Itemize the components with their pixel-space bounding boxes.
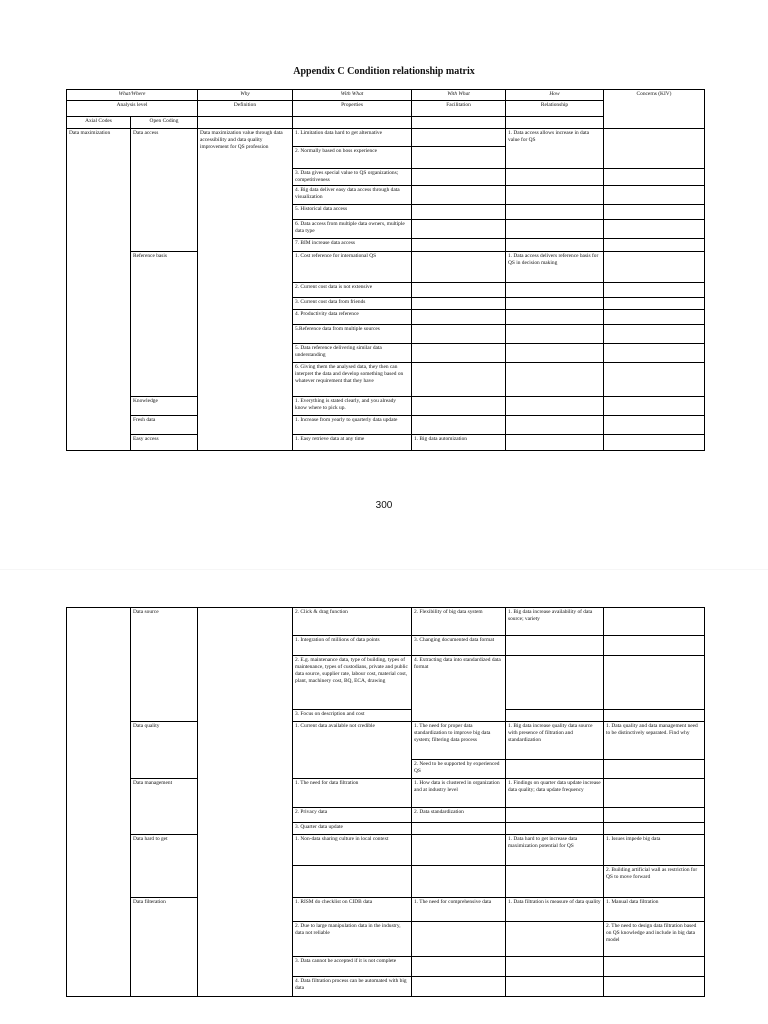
open-code-knowledge: Knowledge <box>131 397 198 416</box>
header-why: Why <box>198 90 293 101</box>
facilitation-cell <box>412 922 506 957</box>
relationship-cell <box>506 397 604 416</box>
concern-cell <box>604 760 705 779</box>
facilitation-cell: 2. Flexibility of big data system <box>412 608 506 636</box>
concern-cell <box>604 252 705 283</box>
property-cell: 6. Data access from multiple data owners, multiple data type <box>293 220 412 239</box>
property-cell: 2. Current cost data is not extensive <box>293 283 412 298</box>
property-cell: 7. BIM increase data access <box>293 239 412 252</box>
relationship-cell <box>506 977 604 997</box>
facilitation-cell: 1. How data is clustered in organization and at industry level <box>412 779 506 808</box>
relationship-cell <box>506 808 604 823</box>
relationship-cell <box>506 283 604 298</box>
header-concerns: Concerns (KIV) <box>604 90 705 129</box>
concern-cell: 1. Manual data filtration <box>604 898 705 922</box>
relationship-cell <box>506 363 604 397</box>
relationship-cell <box>506 435 604 451</box>
property-cell: 3. Data cannot be accepted if it is not complete <box>293 957 412 977</box>
facilitation-cell <box>412 298 506 310</box>
relationship-cell <box>506 310 604 325</box>
facilitation-cell <box>412 252 506 283</box>
facilitation-cell <box>412 977 506 997</box>
property-cell: 3. Data gives special value to QS organizations; competitiveness <box>293 169 412 186</box>
header-properties: Properties <box>293 101 412 117</box>
table-row <box>67 129 705 147</box>
relationship-cell <box>506 220 604 239</box>
page-number: 300 <box>375 500 393 511</box>
property-cell: 1. Easy retrieve data at any time <box>293 435 412 451</box>
concern-cell <box>604 186 705 205</box>
relationship-cell <box>506 866 604 898</box>
table-row <box>67 898 705 922</box>
facilitation-cell: 1. The need for proper data standardization to improve big data system; filtering data process <box>412 722 506 760</box>
facilitation-cell: 1. Big data automization <box>412 435 506 451</box>
concern-cell: 2. The need to design data filtration based on QS knowledge and include in big data model <box>604 922 705 957</box>
table-row <box>67 608 705 636</box>
concern-cell <box>604 363 705 397</box>
header-with-what-2: With What <box>412 90 506 101</box>
facilitation-cell <box>412 957 506 977</box>
definition-cell: Data maximization value through data accessibility and data quality improvement for QS profession <box>198 129 293 451</box>
table-row <box>67 835 705 866</box>
property-cell: 4. Big data deliver easy data access through data visualization <box>293 186 412 205</box>
concern-cell <box>604 220 705 239</box>
concern-cell <box>604 283 705 298</box>
facilitation-cell: 2. Need to be supported by experienced QS <box>412 760 506 779</box>
facilitation-cell <box>412 169 506 186</box>
header-relationship: Relationship <box>506 101 604 117</box>
concern-cell <box>604 416 705 435</box>
table-row <box>67 779 705 808</box>
relationship-cell: 1. Data access allows increase in data value for QS <box>506 129 604 169</box>
definition-continued <box>198 608 293 997</box>
concern-cell <box>604 239 705 252</box>
property-cell: 3. Focus on description and cost <box>293 710 412 722</box>
open-code-data-hard-to-get: Data hard to get <box>131 835 198 898</box>
concern-cell: 1. Data quality and data management need to be distinctively separated. Find why <box>604 722 705 760</box>
property-cell: 1. Cost reference for international QS <box>293 252 412 283</box>
concern-cell <box>604 397 705 416</box>
property-cell: 5.Reference data from multiple sources <box>293 325 412 344</box>
property-cell: 1. Current data available not credible <box>293 722 412 779</box>
property-cell: 2. Due to large manipulation data in the industry, data not reliable <box>293 922 412 957</box>
table-row <box>67 397 705 416</box>
header-facilitation: Facilitation <box>412 101 506 117</box>
header-with-what-1: With What <box>293 90 412 101</box>
property-cell: 1. Integration of millions of data points <box>293 636 412 656</box>
concern-cell <box>604 169 705 186</box>
axial-code-continued <box>67 608 131 997</box>
open-code-easy-access: Easy access <box>131 435 198 451</box>
open-code-data-filteration: Data filteration <box>131 898 198 997</box>
open-code-data-management: Data management <box>131 779 198 835</box>
concern-cell <box>604 608 705 636</box>
concern-cell <box>604 298 705 310</box>
concern-cell <box>604 779 705 808</box>
facilitation-cell <box>412 866 506 898</box>
facilitation-cell <box>412 710 506 722</box>
concern-cell <box>604 636 705 656</box>
facilitation-cell <box>412 416 506 435</box>
table-row <box>67 722 705 760</box>
relationship-cell <box>506 922 604 957</box>
header-empty-cell <box>198 117 293 129</box>
property-cell <box>293 866 412 898</box>
relationship-cell: 1. Big data increase availability of data source; variety <box>506 608 604 636</box>
facilitation-cell <box>412 129 506 147</box>
relationship-cell <box>506 823 604 835</box>
relationship-cell <box>506 298 604 310</box>
relationship-cell: 1. Big data increase quality data source with presence of filtration and standardization <box>506 722 604 760</box>
header-analysis-level: Analysis level <box>67 101 198 117</box>
open-code-data-source: Data source <box>131 608 198 722</box>
property-cell: 1. Everything is stated clearly, and you already know where to pick up. <box>293 397 412 416</box>
open-code-data-access: Data access <box>131 129 198 252</box>
concern-cell <box>604 344 705 363</box>
facilitation-cell <box>412 186 506 205</box>
concern-cell <box>604 823 705 835</box>
header-empty-cell <box>293 117 412 129</box>
property-cell: 6. Giving them the analysed data, they then can interpret the data and develop something based on whatever requirement that they have <box>293 363 412 397</box>
relationship-cell: 1. Data filtration is measure of data quality <box>506 898 604 922</box>
concern-cell <box>604 129 705 169</box>
header-empty-cell <box>506 117 604 129</box>
facilitation-cell: 3. Changing documented data format <box>412 636 506 656</box>
property-cell: 2. Privacy data <box>293 808 412 823</box>
open-code-reference-basis: Reference basis <box>131 252 198 397</box>
header-how: How <box>506 90 604 101</box>
concern-cell <box>604 957 705 977</box>
facilitation-cell: 4. Extracting data into standardized data format <box>412 656 506 710</box>
relationship-cell <box>506 239 604 252</box>
property-cell: 1. Non-data sharing culture in local context <box>293 835 412 866</box>
property-cell: 4. Data filtration process can be automated with big data <box>293 977 412 997</box>
page-title: Appendix C Condition relationship matrix <box>293 66 475 77</box>
facilitation-cell <box>412 220 506 239</box>
relationship-cell: 1. Data hard to get increase data maximization potential for QS <box>506 835 604 866</box>
facilitation-cell: 2. Data standardization <box>412 808 506 823</box>
property-cell: 5. Historical data access <box>293 205 412 220</box>
facilitation-cell <box>412 823 506 835</box>
concern-cell <box>604 205 705 220</box>
concern-cell <box>604 808 705 823</box>
property-cell: 1. RISM do checklist on CIDB data <box>293 898 412 922</box>
header-definition: Definition <box>198 101 293 117</box>
property-cell: 2. E.g. maintenance data, type of building, types of maintenance, types of custodians, private and public data source, supplier rate, labour cost, material cost, plant, machinery cost, BQ, ECA, drawing <box>293 656 412 710</box>
header-what-where: What/Where <box>67 90 198 101</box>
open-code-data-quality: Data quality <box>131 722 198 779</box>
relationship-cell <box>506 710 604 722</box>
table-row <box>67 435 705 451</box>
concern-cell <box>604 977 705 997</box>
relationship-cell <box>506 344 604 363</box>
relationship-cell <box>506 636 604 656</box>
facilitation-cell <box>412 283 506 298</box>
open-code-fresh-data: Fresh data <box>131 416 198 435</box>
facilitation-cell <box>412 363 506 397</box>
concern-cell: 1. Issues impede big data <box>604 835 705 866</box>
concern-cell <box>604 656 705 710</box>
concern-cell <box>604 310 705 325</box>
facilitation-cell: 1. The need for comprehensive data <box>412 898 506 922</box>
header-empty-cell <box>412 117 506 129</box>
header-axial-codes: Axial Codes <box>67 117 131 129</box>
property-cell: 2. Normally based on boss experience <box>293 147 412 169</box>
property-cell: 3. Quarter data update <box>293 823 412 835</box>
concern-cell <box>604 435 705 451</box>
property-cell: 1. Limitation data hard to get alternative <box>293 129 412 147</box>
relationship-cell <box>506 957 604 977</box>
concern-cell <box>604 710 705 722</box>
relationship-cell <box>506 186 604 205</box>
facilitation-cell <box>412 344 506 363</box>
facilitation-cell <box>412 147 506 169</box>
header-row-1 <box>67 90 705 101</box>
facilitation-cell <box>412 325 506 344</box>
relationship-cell <box>506 656 604 710</box>
relationship-cell <box>506 325 604 344</box>
property-cell: 5. Data reference delivering similar data understanding <box>293 344 412 363</box>
relationship-cell <box>506 205 604 220</box>
property-cell: 3. Current cost data from friends <box>293 298 412 310</box>
concern-cell: 2. Building artificial wall as restriction for QS to move forward <box>604 866 705 898</box>
facilitation-cell <box>412 835 506 866</box>
concern-cell <box>604 325 705 344</box>
facilitation-cell <box>412 397 506 416</box>
relationship-cell: 1. Data access delivers reference basis for QS in decision making <box>506 252 604 283</box>
property-cell: 4. Productivity data reference <box>293 310 412 325</box>
relationship-cell <box>506 169 604 186</box>
table-row <box>67 252 705 283</box>
property-cell: 2. Click & drag function <box>293 608 412 636</box>
property-cell: 1. Increase from yearly to quarterly data update <box>293 416 412 435</box>
header-open-coding: Open Coding <box>131 117 198 129</box>
condition-matrix-table-1 <box>66 89 705 451</box>
relationship-cell <box>506 416 604 435</box>
facilitation-cell <box>412 239 506 252</box>
condition-matrix-table-2 <box>66 607 705 997</box>
table-row <box>67 416 705 435</box>
facilitation-cell <box>412 310 506 325</box>
axial-code-data-maximization: Data maximization <box>67 129 131 451</box>
page-break <box>0 540 768 600</box>
property-cell: 1. The need for data filtration <box>293 779 412 808</box>
relationship-cell <box>506 760 604 779</box>
facilitation-cell <box>412 205 506 220</box>
relationship-cell: 1. Findings on quarter data update increase data quality; data update frequency <box>506 779 604 808</box>
